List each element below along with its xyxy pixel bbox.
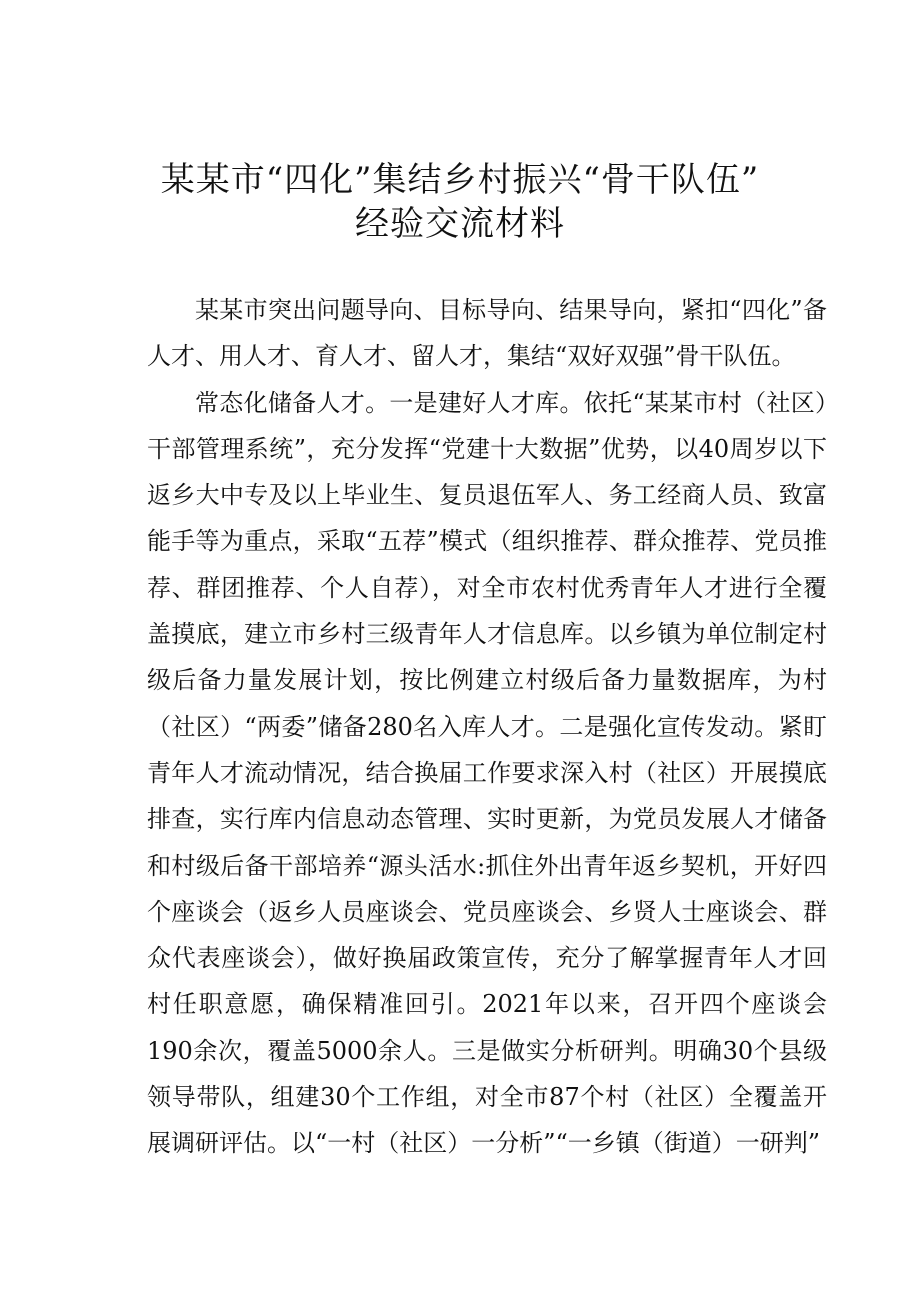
document-title-line-1: 某某市“四化”集结乡村振兴“骨干队伍” [160, 160, 760, 200]
paragraph-talent-reserve-text: 一是建好人才库。依托“某某市村（社区）干部管理系统”，充分发挥“党建十大数据”优势，以40周岁以下返乡大中专及以上毕业生、复员退伍军人、务工经商人员、致富能手等为重点，采取“五荐”模式（组织推荐、群众推荐、党员推荐、群团推荐、个人自荐），对全市农村优秀青年人才进行全覆盖摸底，建立市乡村三级青年人才信息库。以乡镇为单位制定村级后备力量发展计划，按比例建立村级后备力量数据库，为村（社区）“两委”储备280名入库人才。二是强化宣传发动。紧盯青年人才流动情况，结合换届工作要求深入村（社区）开展摸底排查，实行库内信息动态管理、实时更新，为党员发展人才储备和村级后备干部培养“源头活水:抓住外出青年返乡契机，开好四个座谈会（返乡人员座谈会、党员座谈会、乡贤人士座谈会、群众代表座谈会），做好换届政策宣传，充分了解掌握青年人才回村任职意愿，确保精准回引。2021年以来，召开四个座谈会190余次，覆盖5000余人。三是做实分析研判。明确30个县级领导带队，组建30个工作组，对全市87个村（社区）全覆盖开展调研评估。以“一村（社区）一分析”“一乡镇（街道）一研判” [147, 388, 827, 1158]
document-title-line-2: 经验交流材料 [355, 204, 565, 244]
paragraph-talent-reserve [147, 380, 827, 1167]
paragraph-intro [147, 287, 827, 380]
paragraph-intro-text: 某某市突出问题导向、目标导向、结果导向，紧扣“四化”备人才、用人才、育人才、留人才，集结“双好双强”骨干队伍。 [147, 296, 827, 371]
document-body [147, 287, 827, 1167]
paragraph-lead-heading: 常态化储备人才。 [195, 388, 390, 417]
